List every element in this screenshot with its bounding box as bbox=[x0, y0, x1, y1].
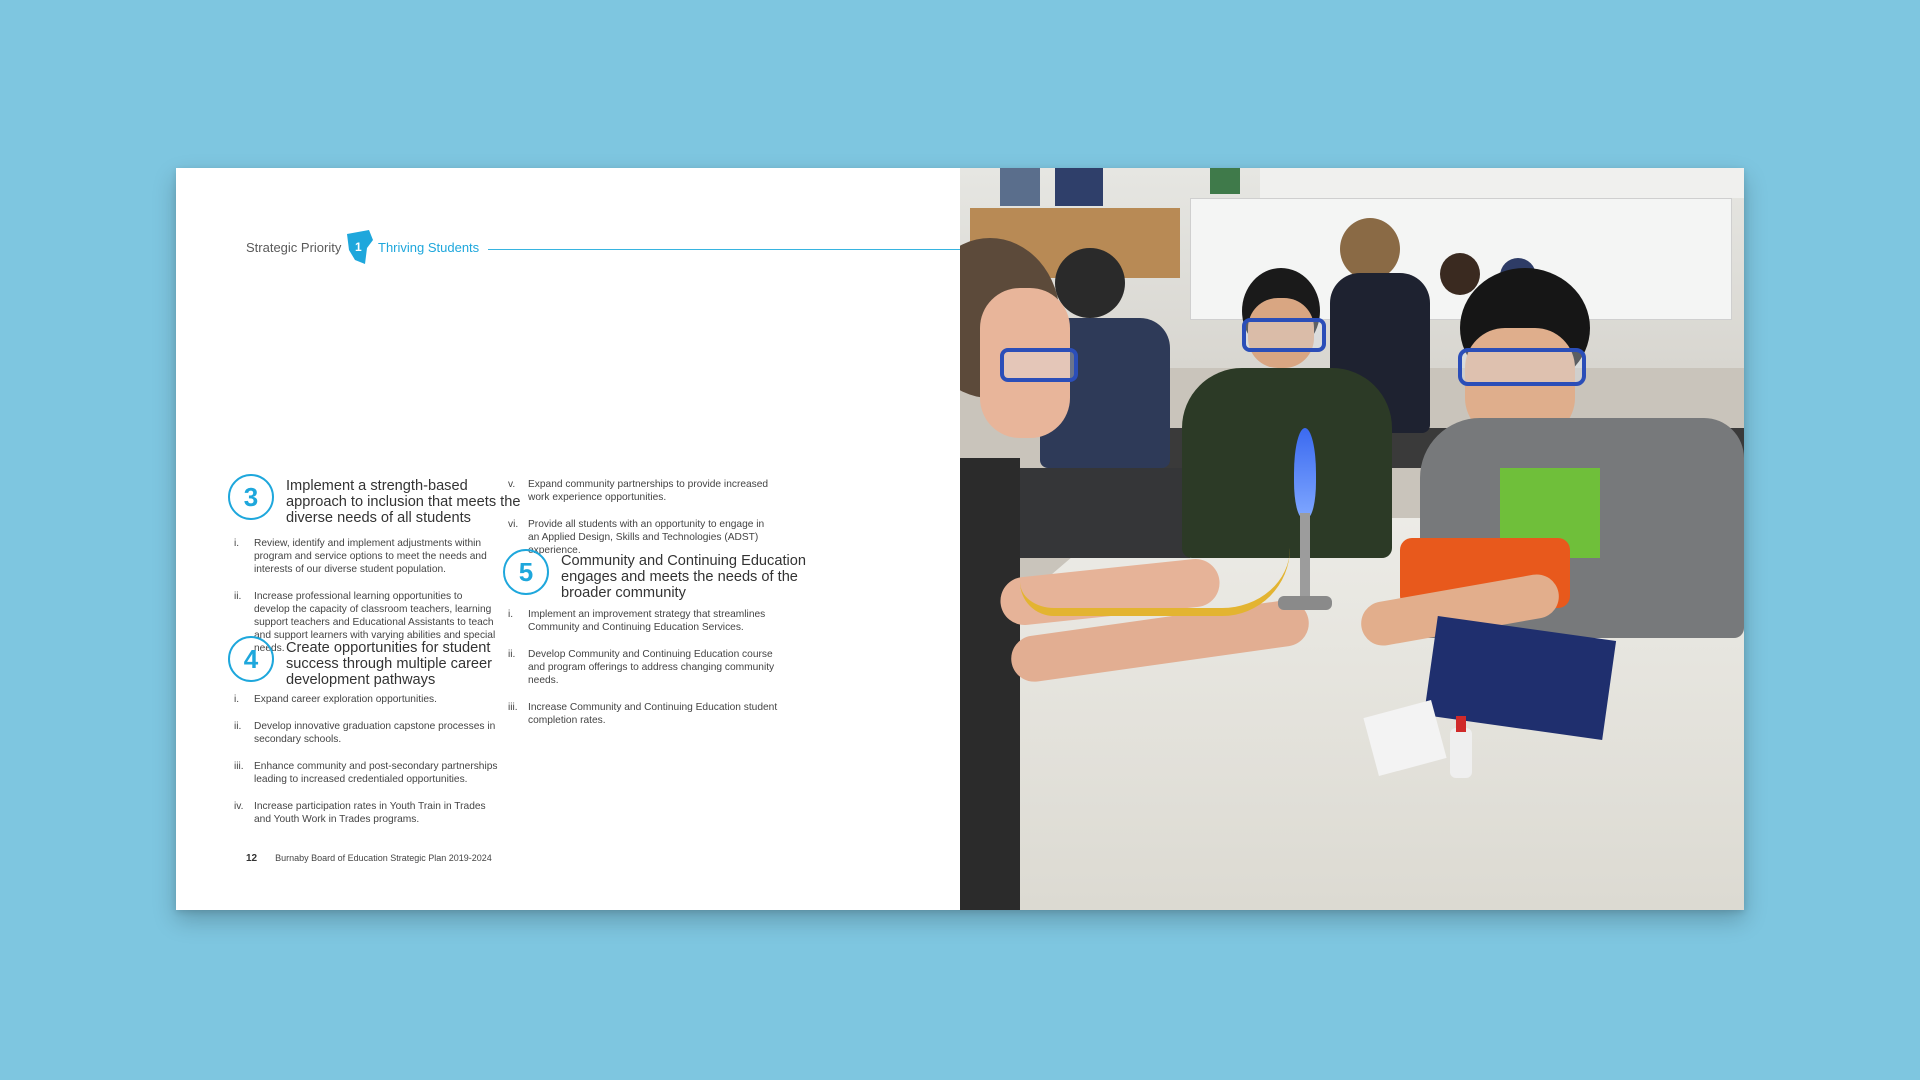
priority-number-circle: 5 bbox=[503, 549, 549, 595]
list-item bbox=[234, 760, 499, 786]
poster bbox=[1000, 168, 1040, 206]
list-item bbox=[234, 800, 499, 826]
list-item-text: Implement an improvement strategy that streamlines Community and Continuing Education Services. bbox=[528, 609, 766, 633]
list-item-number: i. bbox=[234, 694, 240, 705]
header-rule bbox=[488, 249, 960, 250]
safety-goggles bbox=[1000, 348, 1078, 382]
student-green-jacket bbox=[1182, 368, 1392, 558]
list-item-number: i. bbox=[234, 538, 240, 549]
classroom-photo bbox=[960, 168, 1744, 910]
student-head bbox=[1055, 248, 1125, 318]
gas-hose bbox=[1020, 548, 1290, 616]
brochure-spread bbox=[176, 168, 1744, 910]
list-item-number: ii. bbox=[234, 721, 242, 732]
bunsen-burner bbox=[1300, 513, 1310, 603]
list-item-number: v. bbox=[508, 479, 516, 490]
list-item-number: vi. bbox=[508, 519, 519, 530]
priority-title: Community and Continuing Education engages and meets the needs of the broader community bbox=[561, 553, 806, 601]
list-item-number: ii. bbox=[508, 649, 516, 660]
priority-5-items bbox=[508, 608, 778, 741]
list-item-number: iii. bbox=[234, 761, 244, 772]
page-header bbox=[246, 228, 960, 268]
list-item-number: iv. bbox=[234, 801, 244, 812]
safety-goggles bbox=[1458, 348, 1586, 386]
ceiling bbox=[1260, 168, 1744, 198]
list-item-text: Develop innovative graduation capstone processes in secondary schools. bbox=[254, 721, 496, 745]
list-item-number: iii. bbox=[508, 702, 518, 713]
left-page bbox=[176, 168, 960, 910]
list-item-text: Increase professional learning opportunities to develop the capacity of classroom teachers, learning support teachers and Educational Assistants to teach and support learners with varying abilities and special needs. bbox=[254, 591, 496, 654]
list-item bbox=[508, 478, 773, 504]
list-item-text: Review, identify and implement adjustments within program and service options to meet the needs and interests of our diverse student population. bbox=[254, 538, 487, 575]
photo-scene bbox=[960, 168, 1744, 910]
list-item-text: Increase participation rates in Youth Train in Trades and Youth Work in Trades programs. bbox=[254, 801, 486, 825]
page-number: 12 bbox=[246, 853, 258, 864]
poster bbox=[1055, 168, 1103, 206]
poster bbox=[1210, 168, 1240, 194]
list-item-number: ii. bbox=[234, 591, 242, 602]
page-footer bbox=[246, 853, 492, 864]
priority-4-items bbox=[234, 693, 499, 840]
header-label: Strategic Priority bbox=[246, 240, 342, 255]
priority-number-circle: 3 bbox=[228, 474, 274, 520]
list-item bbox=[234, 693, 499, 706]
priority-badge-number: 1 bbox=[355, 240, 362, 254]
header-title: Thriving Students bbox=[378, 240, 480, 255]
list-item-text: Increase Community and Continuing Education student completion rates. bbox=[528, 702, 778, 726]
list-item bbox=[508, 608, 778, 634]
bottle-cap bbox=[1456, 716, 1466, 732]
teacher-shirt bbox=[960, 458, 1020, 910]
list-item-text: Enhance community and post-secondary partnerships leading to increased credentialed opportunities. bbox=[254, 761, 498, 785]
student-head bbox=[1340, 218, 1400, 280]
list-item bbox=[234, 720, 499, 746]
list-item-text: Provide all students with an opportunity to engage in an Applied Design, Skills and Technologies (ADST) experience. bbox=[528, 519, 765, 556]
glue-bottle bbox=[1450, 728, 1472, 778]
priority-number-circle: 4 bbox=[228, 636, 274, 682]
list-item-number: i. bbox=[508, 609, 514, 620]
list-item-text: Expand career exploration opportunities. bbox=[254, 694, 437, 705]
publication-title: Burnaby Board of Education Strategic Plan 2019-2024 bbox=[275, 853, 492, 863]
priority-title: Create opportunities for student success through multiple career development pathways bbox=[286, 640, 493, 688]
list-item bbox=[508, 648, 778, 687]
list-item-text: Expand community partnerships to provide increased work experience opportunities. bbox=[528, 479, 769, 503]
burner-flame bbox=[1294, 428, 1316, 518]
priority-badge-icon bbox=[345, 230, 375, 264]
priority-title: Implement a strength-based approach to inclusion that meets the diverse needs of all students bbox=[286, 478, 521, 526]
burner-base bbox=[1278, 596, 1332, 610]
list-item bbox=[508, 701, 778, 727]
list-item bbox=[234, 537, 499, 576]
safety-goggles bbox=[1242, 318, 1326, 352]
list-item bbox=[508, 518, 773, 557]
list-item-text: Develop Community and Continuing Education course and program offerings to address changing community needs. bbox=[528, 649, 775, 686]
